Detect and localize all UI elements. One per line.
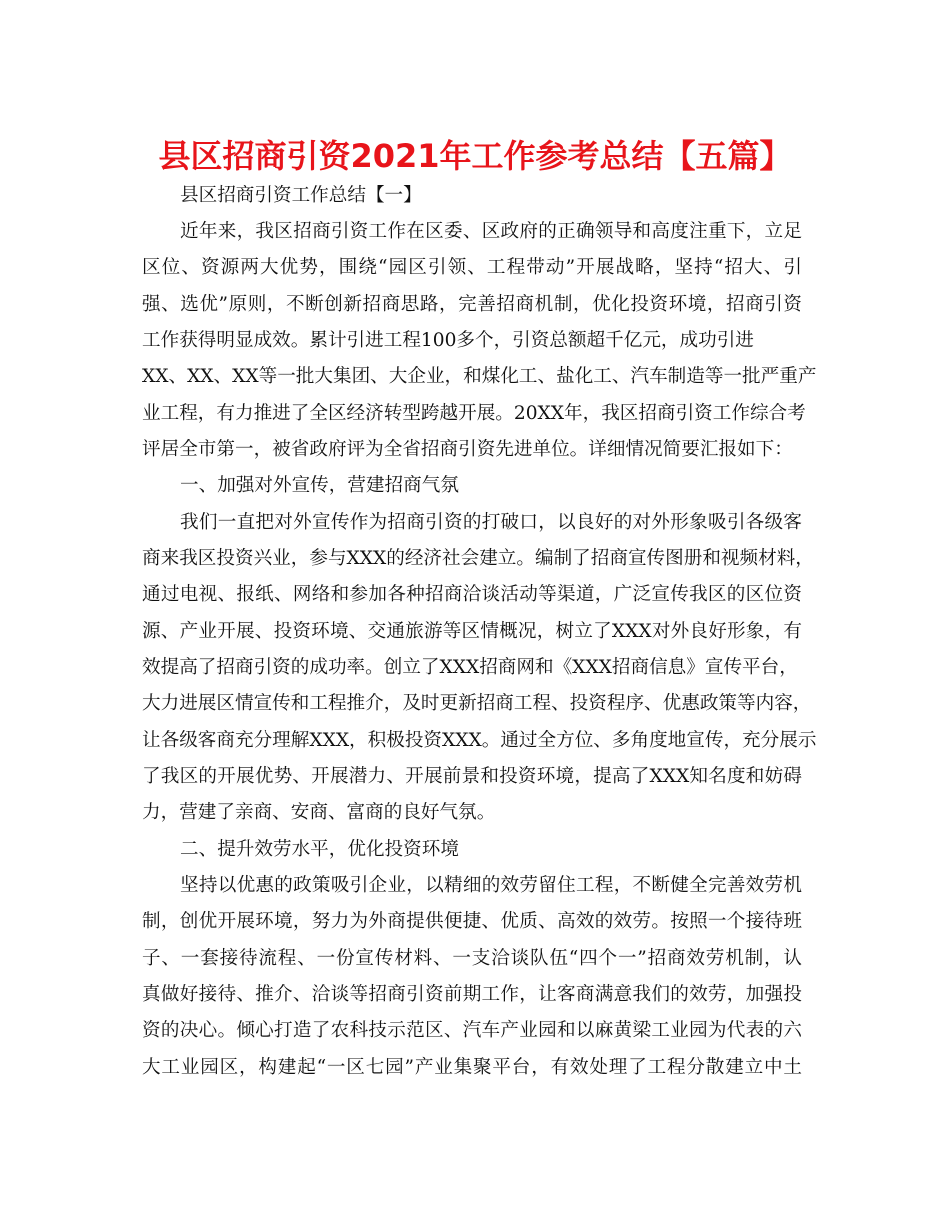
paragraph-line: 真做好接待、推介、洽谈等招商引资前期工作，让客商满意我们的效劳，加强投: [142, 984, 802, 1005]
paragraph-line: 近年来，我区招商引资工作在区委、区政府的正确领导和高度注重下，立足: [180, 221, 802, 242]
paragraph-line: 我们一直把对外宣传作为招商引资的打破口，以良好的对外形象吸引各级客: [180, 512, 802, 533]
section-heading: 二、提升效劳水平，优化投资环境: [180, 839, 459, 860]
paragraph-line: 强、选优”原则，不断创新招商思路，完善招商机制，优化投资环境，招商引资: [142, 294, 802, 315]
paragraph-line: 制，创优开展环境，努力为外商提供便捷、优质、高效的效劳。按照一个接待班: [142, 911, 802, 932]
paragraph-line: 商来我区投资兴业，参与XXX的经济社会建立。编制了招商宣传图册和视频材料，: [142, 548, 814, 569]
paragraph-line: 大工业园区，构建起“一区七园”产业集聚平台，有效处理了工程分散建立中土: [142, 1057, 802, 1078]
paragraph-line: 资的决心。倾心打造了农科技示范区、汽车产业园和以麻黄梁工业园为代表的六: [142, 1020, 802, 1041]
paragraph-line: 工作获得明显成效。累计引进工程100多个，引资总额超千亿元，成功引进: [142, 330, 754, 351]
paragraph-line: 了我区的开展优势、开展潜力、开展前景和投资环境，提高了XXX知名度和妨碍: [142, 766, 802, 787]
paragraph-line: 评居全市第一，被省政府评为全省招商引资先进单位。详细情况简要汇报如下：: [142, 439, 793, 460]
paragraph-line: 坚持以优惠的政策吸引企业，以精细的效劳留住工程，不断健全完善效劳机: [180, 875, 802, 896]
paragraph-line: 区位、资源两大优势，围绕“园区引领、工程带动”开展战略，坚持“招大、引: [142, 257, 802, 278]
paragraph-line: 大力进展区情宣传和工程推介，及时更新招商工程、投资程序、优惠政策等内容，: [142, 693, 812, 714]
paragraph-line: 源、产业开展、投资环境、交通旅游等区情概况，树立了XXX对外良好形象，有: [142, 621, 802, 642]
document-title: 县区招商引资2021年工作参考总结【五篇】: [158, 137, 792, 175]
paragraph-line: 通过电视、报纸、网络和参加各种招商洽谈活动等渠道，广泛宣传我区的区位资: [142, 584, 802, 605]
section-heading: 县区招商引资工作总结【一】: [180, 185, 422, 206]
paragraph-line: 子、一套接待流程、一份宣传材料、一支洽谈队伍“四个一”招商效劳机制，认: [142, 948, 802, 969]
paragraph-line: XX、XX、XX等一批大集团、大企业，和煤化工、盐化工、汽车制造等一批严重产: [142, 366, 817, 387]
paragraph-line: 力，营建了亲商、安商、富商的良好气氛。: [142, 802, 496, 823]
paragraph-line: 效提高了招商引资的成功率。创立了XXX招商网和《XXX招商信息》宣传平台，: [142, 657, 798, 678]
paragraph-line: 业工程，有力推进了全区经济转型跨越开展。20XX年，我区招商引资工作综合考: [142, 403, 806, 424]
paragraph-line: 让各级客商充分理解XXX，积极投资XXX。通过全方位、多角度地宣传，充分展示: [142, 730, 817, 751]
section-heading: 一、加强对外宣传，营建招商气氛: [180, 475, 459, 496]
